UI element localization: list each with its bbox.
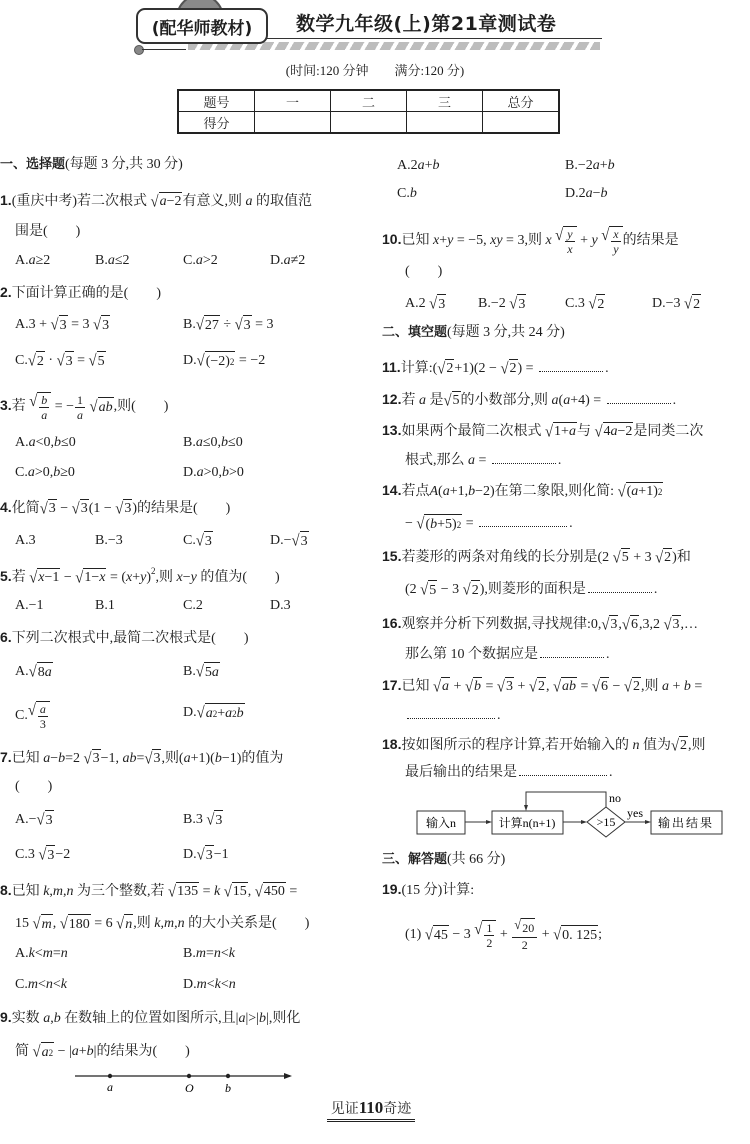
question-4-line-1: 4.化简 √ 3 − √ 3 (1 − √ 3 )的结果是( ): [0, 499, 231, 518]
q5-option-d: D.3: [270, 598, 291, 613]
score-cell: [407, 112, 483, 134]
question-15-line-1: 15.若菱形的两条对角线的长分别是(2 √ 5 + 3 √ 2 )和: [382, 548, 691, 567]
question-13-line-2: 根式,那么 a = .: [405, 453, 562, 468]
question-17-line-1: 17.已知 √ a + √ b = √ 3 + √ 2 , √ a b = √ 6 − √ 2 ,则 a + b =: [382, 677, 703, 696]
section2-title-rest: (每题 3 分,共 24 分): [447, 325, 565, 340]
question-1-line-2: 围是( ): [15, 224, 81, 239]
question-13-line-1: 13.如果两个最简二次根式 √ 1+ a 与 √ 4 a −2 是同类二次: [382, 422, 704, 441]
question-5-line-1: 5.若 √ x −1 − √ 1− x = $(x+y)^2$,则 x−y 的值为( ): [0, 566, 280, 587]
question-18-line-1: 18.按如图所示的程序计算,若开始输入的 n 值为 √ 2 ,则: [382, 736, 706, 755]
q7-option-b: B.3 √ 3: [183, 811, 223, 829]
number-line-arrow-icon: [284, 1073, 292, 1079]
score-header-cell: 二: [331, 90, 407, 112]
q9-option-d: D.2a−b: [565, 186, 608, 201]
footer-pre: 见证: [330, 1102, 359, 1117]
question-14-line-2: − √ ( b +5) 2 = .: [405, 515, 573, 533]
question-14-line-1: 14.若点A(a+1,b−2)在第二象限,则化简: √ ( a +1) 2: [382, 482, 663, 501]
score-cell: [331, 112, 407, 134]
q4-option-d: D.− √ 3: [270, 532, 308, 550]
q10-option-d: D.−3 √ 2: [652, 295, 701, 313]
section3-title-rest: (共 66 分): [447, 852, 506, 867]
q5-option-b: B.1: [95, 598, 115, 613]
flow-arrow-3-head-icon: [645, 820, 651, 824]
question-11-line-1: 11.计算:( √ 2 +1)(2 − √ 2 ) = .: [382, 359, 609, 378]
q1-option-b: B.a≤2: [95, 253, 130, 268]
question-9-line-1: 9.实数 a,b 在数轴上的位置如图所示,且|a|>|b|,则化: [0, 1009, 301, 1026]
q4-option-b: B.−3: [95, 533, 123, 548]
q6-option-d: D. √ a 2 + a 2 b: [183, 704, 244, 722]
page-title: 数学九年级(上)第21章测试卷: [296, 13, 557, 35]
question-7-line-2: ( ): [15, 779, 53, 794]
flow-condition-label: >15: [596, 815, 616, 829]
q3-option-a: A.a<0,b≤0: [15, 435, 76, 450]
q2-option-c: C. √ 2 · √ 3 = √ 5: [15, 352, 105, 370]
section1-title-bold: 一、选择题: [0, 157, 66, 172]
q3-option-c: C.a>0,b≥0: [15, 465, 75, 480]
question-17-line-2: .: [405, 706, 501, 726]
score-header-cell: 题号: [178, 90, 255, 112]
score-row-label: 得分: [178, 112, 255, 134]
footer-post: 奇迹: [383, 1102, 412, 1117]
section3-title-bold: 三、解答题: [382, 852, 448, 867]
q1-option-a: A.a≥2: [15, 253, 51, 268]
point-a: [108, 1074, 112, 1078]
q9-option-a: A.2a+b: [397, 158, 440, 173]
q10-option-b: B.−2 √ 3: [478, 295, 526, 313]
q5-option-a: A.−1: [15, 598, 44, 613]
q7-option-a: A.− √ 3: [15, 811, 53, 829]
point-b: [226, 1074, 230, 1078]
score-table-header-row: [178, 90, 559, 112]
score-header-cell: 三: [407, 90, 483, 112]
question-9-line-2: 简 √ a 2 − |a+b|的结果为( ): [15, 1043, 190, 1061]
section2-title-bold: 二、填空题: [382, 325, 448, 340]
q8-option-b: B.m=n<k: [183, 946, 235, 961]
score-cell: [483, 112, 560, 134]
badge-dot-decoration: [134, 45, 144, 55]
score-table-score-row: [178, 112, 559, 134]
question-19-part-1: (1) √ 45 − 3 √ 1 2 + √ 20 2 + √ 0. 125 ;: [405, 917, 603, 952]
question-15-line-2: (2 √ 5 − 3 √ 2 ),则菱形的面积是 .: [405, 581, 658, 599]
label-b: b: [225, 1081, 231, 1095]
flow-arrow-1-head-icon: [486, 820, 492, 824]
q4-option-c: C. √ 3: [183, 532, 212, 550]
question-10-line-2: ( ): [405, 264, 443, 279]
question-6-line-1: 6.下列二次根式中,最简二次根式是( ): [0, 629, 249, 646]
q7-option-d: D. √ 3 −1: [183, 846, 229, 864]
score-header-cell: 一: [255, 90, 331, 112]
q6-option-b: B. √ 5 a: [183, 663, 219, 681]
q6-option-a: A. √ 8 a: [15, 663, 52, 681]
question-2-line-1: 2.下面计算正确的是( ): [0, 284, 162, 301]
score-table: [177, 89, 560, 134]
q8-option-d: D.m<k<n: [183, 977, 236, 992]
flow-loop-head-icon: [524, 805, 528, 811]
label-a: a: [107, 1080, 113, 1094]
flow-no-label: no: [609, 791, 621, 805]
q8-option-c: C.m<n<k: [15, 977, 67, 992]
q2-option-b: B. √ 27 ÷ √ 3 = 3: [183, 316, 274, 334]
question-16-line-1: 16.观察并分析下列数据,寻找规律:0, √ 3 , √ 6 ,3,2 √ 3 ,…: [382, 615, 699, 634]
label-origin: O: [185, 1081, 194, 1095]
question-16-line-2: 那么第 10 个数据应是 .: [405, 647, 610, 662]
question-8-line-1: 8.已知 k,m,n 为三个整数,若 √ 135 = k √ 15 , √ 450 =: [0, 882, 298, 901]
q4-option-a: A.3: [15, 533, 36, 548]
q3-option-b: B.a≤0,b≤0: [183, 435, 243, 450]
flow-loop-line: [526, 792, 606, 809]
section1-title-rest: (每题 3 分,共 30 分): [65, 157, 183, 172]
question-3-line-1: 3.若 √ b a = − $\frac{1}{a}$ √ a b ,则( ): [0, 392, 169, 422]
question-1-line-1: 1.(重庆中考)若二次根式 √ a −2 有意义,则 a 的取值范: [0, 192, 312, 211]
question-12-line-1: 12.若 a 是 √ 5 的小数部分,则 a(a+4) = .: [382, 391, 677, 410]
question-18-line-2: 最后输出的结果是 .: [405, 765, 613, 780]
flow-yes-label: yes: [627, 806, 643, 820]
score-cell: [255, 112, 331, 134]
q8-option-a: A.k<m=n: [15, 946, 68, 961]
score-header-cell: 总分: [483, 90, 560, 112]
point-origin: [187, 1074, 191, 1078]
q9-option-b: B.−2a+b: [565, 158, 615, 173]
flow-input-label: 输入n: [425, 816, 457, 830]
section2-title: [382, 323, 565, 343]
time-info: (时间:120 分钟 满分:120 分): [285, 63, 465, 78]
header-connector-line: [142, 49, 186, 50]
q2-option-d: D. √ (−2) 2 = −2: [183, 352, 266, 370]
q3-option-d: D.a>0,b>0: [183, 465, 244, 480]
question-10-line-1: 10.已知 x+y = −5, xy = 3,则 x √ y x + y √ x y 的结果是: [382, 226, 679, 256]
section1-title: [0, 155, 183, 175]
flow-arrow-2-head-icon: [581, 820, 587, 824]
q10-option-a: A.2 √ 3: [405, 295, 446, 313]
q10-option-c: C.3 √ 2: [565, 295, 605, 313]
program-flowchart: [400, 785, 740, 845]
question-7-line-1: 7.已知 a−b=2 √ 3 −1, ab= √ 3 ,则(a+1)(b−1)的值为: [0, 749, 284, 768]
page-footer: [327, 1098, 415, 1122]
q1-option-d: D.a≠2: [270, 253, 306, 268]
q6-option-c: C. √ a 3: [15, 701, 50, 731]
series-badge: (配华师教材): [136, 8, 268, 44]
q1-option-c: C.a>2: [183, 253, 218, 268]
section3-title: [382, 850, 505, 870]
q9-option-c: C.b: [397, 186, 417, 201]
number-line-figure: [0, 1060, 320, 1100]
q7-option-c: C.3 √ 3 −2: [15, 846, 71, 864]
page-number: 110: [358, 1098, 384, 1117]
question-19-line-1: 19.(15 分)计算:: [382, 881, 475, 898]
flow-compute-label: 计算n(n+1): [498, 816, 556, 830]
q5-option-c: C.2: [183, 598, 203, 613]
q2-option-a: A.3 + √ 3 = 3 √ 3: [15, 316, 110, 334]
flow-output-label: 输出结果: [657, 816, 715, 830]
question-8-line-2: 15 √ m , √ 180 = 6 √ n ,则 k,m,n 的大小关系是( ): [15, 915, 310, 933]
